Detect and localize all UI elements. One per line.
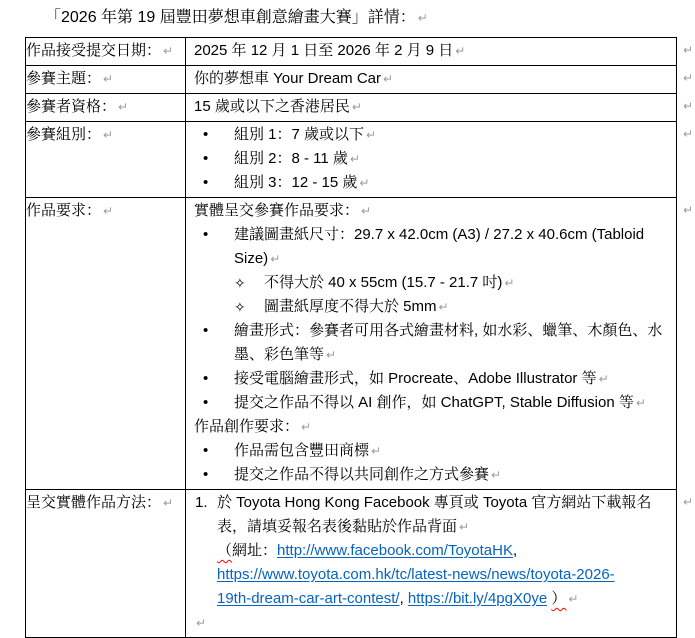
- paragraph-mark-icon: ↵: [361, 204, 372, 218]
- text-line: [186, 199, 674, 223]
- text-line: [186, 343, 674, 367]
- text-line: [186, 367, 674, 391]
- text-line: [186, 415, 674, 439]
- text-segment: 提交之作品不得以 AI 創作，如 ChatGPT, Stable Diffusion 等: [234, 394, 634, 411]
- text-segment: 於 Toyota Hong Kong Facebook 專頁或 Toyota 官方網站下載報名: [217, 494, 652, 511]
- text-segment: 你的夢想車 Your Dream Car: [194, 70, 381, 87]
- end-of-row-mark-icon: ↵: [683, 71, 694, 85]
- hyperlink[interactable]: 19th-dream-car-art-contest/: [217, 590, 400, 607]
- paragraph-mark-icon: ↵: [504, 276, 515, 290]
- bullet-icon: •: [203, 466, 209, 483]
- text-line: [186, 587, 674, 611]
- text-line: [186, 147, 674, 171]
- row-content-cell: [186, 198, 677, 490]
- text-line: [186, 439, 674, 463]
- paragraph-mark-icon: ↵: [349, 152, 360, 166]
- text-line: [186, 171, 674, 195]
- hyperlink[interactable]: http://www.facebook.com/ToyotaHK: [277, 542, 513, 559]
- text-segment: 建議圖畫紙尺寸：29.7 x 42.0cm (A3) / 27.2 x 40.6cm (Tabloid Size): [234, 226, 645, 267]
- row-label-text: 參賽組別：: [26, 126, 102, 143]
- spellcheck-flagged-text: （: [217, 542, 233, 559]
- end-of-row-mark-icon: ↵: [683, 43, 694, 57]
- row-label-text: 作品接受提交日期：: [26, 42, 162, 59]
- details-table-wrap: [25, 37, 693, 638]
- table-row: [26, 198, 677, 490]
- text-line: [186, 39, 674, 63]
- text-segment: 15 歲或以下之香港居民: [194, 98, 350, 115]
- paragraph-mark-icon: ↵: [270, 252, 281, 266]
- row-label-cell: [26, 490, 186, 638]
- text-segment: 2025 年 12 月 1 日至 2026 年 2 月 9 日: [194, 42, 454, 59]
- details-table: [25, 37, 677, 638]
- paragraph-mark-icon: ↵: [438, 300, 449, 314]
- text-segment: 網址：: [232, 542, 278, 559]
- text-line: [186, 563, 674, 587]
- row-label-text: 呈交實體作品方法：: [26, 494, 162, 511]
- paragraph-mark-icon: ↵: [383, 72, 394, 86]
- paragraph-mark-icon: ↵: [635, 396, 646, 410]
- text-line: [186, 515, 674, 539]
- text-line: [186, 463, 674, 487]
- bullet-icon: •: [203, 150, 209, 167]
- text-line: [186, 391, 674, 415]
- table-row: [26, 38, 677, 66]
- text-line: [186, 271, 674, 295]
- paragraph-mark-icon: ↵: [326, 348, 337, 362]
- paragraph-mark-icon: ↵: [568, 592, 579, 606]
- table-row: [26, 122, 677, 198]
- paragraph-mark-icon: ↵: [163, 496, 174, 510]
- text-segment: 提交之作品不得以共同創作之方式參賽: [234, 466, 490, 483]
- text-line: [186, 95, 674, 119]
- table-row: [26, 94, 677, 122]
- list-number: 1.: [195, 494, 208, 511]
- table-row: [26, 490, 677, 638]
- text-segment: 作品需包含豐田商標: [234, 442, 370, 459]
- spellcheck-flagged-text: ）: [551, 590, 567, 607]
- text-segment: ,: [512, 542, 518, 559]
- text-segment: 組別 1：7 歲或以下: [234, 126, 365, 143]
- row-label-text: 參賽主題：: [26, 70, 102, 87]
- end-of-row-mark-icon: ↵: [683, 203, 694, 217]
- paragraph-mark-icon: ↵: [455, 44, 466, 58]
- row-label-cell: [26, 94, 186, 122]
- row-label-text: 參賽者資格：: [26, 98, 117, 115]
- bullet-icon: •: [203, 394, 209, 411]
- row-content-cell: [186, 94, 677, 122]
- bullet-icon: •: [203, 442, 209, 459]
- end-of-row-mark-icon: ↵: [683, 495, 694, 509]
- text-segment: 組別 2：8 - 11 歲: [234, 150, 348, 167]
- text-segment: ,: [399, 590, 408, 607]
- text-segment: 繪畫形式：參賽者可用各式繪畫材料, 如水彩、蠟筆、木顏色、水: [234, 322, 663, 339]
- bullet-icon: •: [203, 370, 209, 387]
- text-segment: 組別 3：12 - 15 歲: [234, 174, 358, 191]
- row-content-cell: [186, 122, 677, 198]
- end-of-row-mark-icon: ↵: [683, 127, 694, 141]
- row-content-cell: [186, 38, 677, 66]
- text-line: [186, 295, 674, 319]
- hyperlink[interactable]: https://www.toyota.com.hk/tc/latest-news/news/toyota-2026-: [217, 566, 615, 583]
- row-label-cell: [26, 122, 186, 198]
- text-line: [186, 223, 674, 271]
- text-segment: 墨、彩色筆等: [234, 346, 325, 363]
- paragraph-mark-icon: ↵: [103, 204, 114, 218]
- hyperlink[interactable]: https://bit.ly/4pgX0ye: [407, 590, 548, 607]
- paragraph-mark-icon: ↵: [163, 44, 174, 58]
- text-segment: 接受電腦繪畫形式，如 Procreate、Adobe Illustrator 等: [234, 370, 597, 387]
- bullet-icon: •: [203, 226, 209, 243]
- paragraph-mark-icon: ↵: [351, 100, 362, 114]
- text-segment: 圖畫紙厚度不得大於 5mm: [264, 298, 437, 315]
- paragraph-mark-icon: ↵: [359, 176, 370, 190]
- diamond-bullet-icon: ✧: [234, 275, 246, 291]
- bullet-icon: •: [203, 126, 209, 143]
- row-label-cell: [26, 38, 186, 66]
- details-table-body: [26, 38, 677, 638]
- text-line: [186, 539, 674, 563]
- paragraph-mark-icon: ↵: [417, 11, 428, 25]
- text-line: [186, 67, 674, 91]
- text-segment: 不得大於 40 x 55cm (15.7 - 21.7 吋): [264, 274, 503, 291]
- text-line: [186, 319, 674, 343]
- row-content-cell: [186, 490, 677, 638]
- table-row: [26, 66, 677, 94]
- paragraph-mark-icon: ↵: [196, 616, 207, 630]
- document-page: [0, 6, 695, 630]
- diamond-bullet-icon: ✧: [234, 299, 246, 315]
- row-content-cell: [186, 66, 677, 94]
- text-line: [186, 491, 674, 515]
- bullet-icon: •: [203, 174, 209, 191]
- row-label-cell: [26, 198, 186, 490]
- paragraph-mark-icon: ↵: [491, 468, 502, 482]
- paragraph-mark-icon: ↵: [301, 420, 312, 434]
- paragraph-mark-icon: ↵: [371, 444, 382, 458]
- page-title: [45, 6, 695, 30]
- text-segment: 表，請填妥報名表後黏貼於作品背面: [217, 518, 458, 535]
- paragraph-mark-icon: ↵: [459, 520, 470, 534]
- end-of-row-mark-icon: ↵: [683, 99, 694, 113]
- page-title-text: 「2026 年第 19 屆豐田夢想車創意繪畫大賽」詳情：: [45, 9, 416, 26]
- row-label-cell: [26, 66, 186, 94]
- row-label-text: 作品要求：: [26, 202, 102, 219]
- paragraph-mark-icon: ↵: [366, 128, 377, 142]
- paragraph-mark-icon: ↵: [103, 72, 114, 86]
- text-segment: 作品創作要求：: [194, 418, 300, 435]
- text-line: [186, 611, 674, 635]
- text-segment: 實體呈交參賽作品要求：: [194, 202, 360, 219]
- paragraph-mark-icon: ↵: [103, 128, 114, 142]
- bullet-icon: •: [203, 322, 209, 339]
- text-line: [186, 123, 674, 147]
- paragraph-mark-icon: ↵: [598, 372, 609, 386]
- paragraph-mark-icon: ↵: [118, 100, 129, 114]
